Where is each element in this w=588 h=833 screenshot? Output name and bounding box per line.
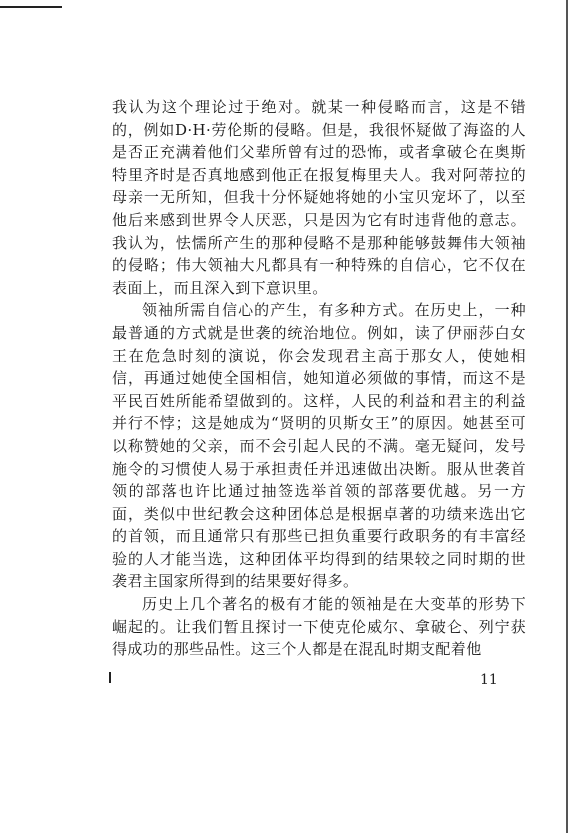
- paragraph-3: 历史上几个著名的极有才能的领袖是在大变革的形势下崛起的。让我们暂且探讨一下使克伦威尔、拿破仑、列宁获得成功的那些品性。这三个人都是在混乱时期支配着他: [112, 595, 526, 659]
- paragraph-2: 领袖所需自信心的产生，有多种方式。在历史上，一种最普通的方式就是世袭的统治地位。例如，读了伊丽莎白女王在危急时刻的演说，你会发现君主高于那女人，使她相信，再通过她使全国相信，她知道必须做的事情，而这不是平民百姓所能希望做到的。这样，人民的利益和君主的利益并行不悖；这是她成为“贤明的贝斯女王”的原因。她甚至可以称赞她的父亲，而不会引起人民的不满。毫无疑问，发号施令的习惯使人易于承担责任并迅速做出决断。服从世袭首领的部落也许比通过抽签选举首领的部落要优越。另一方面，类似中世纪教会这种团体总是根据卓著的功绩来选出它的首领，而且通常只有那些已担负重要行政职务的有丰富经验的人才能当选，这种团体平均得到的结果较之同时期的世袭君主国家所得到的结果要好得多。: [112, 301, 526, 591]
- page-number: 11: [480, 672, 498, 688]
- scan-artifact-right-edge: [566, 0, 568, 833]
- scan-artifact-top: [0, 6, 62, 8]
- scan-artifact-left-mark: [109, 672, 111, 683]
- paragraph-1: 我认为这个理论过于绝对。就某一种侵略而言，这是不错的，例如D·H·劳伦斯的侵略。但是，我很怀疑做了海盗的人是否正充满着他们父辈所曾有过的恐怖，或者拿破仑在奥斯特里齐时是否真地感到他正在报复梅里夫人。我对阿蒂拉的母亲一无所知，但我十分怀疑她将她的小宝贝宠坏了，以至他后来感到世界令人厌恶，只是因为它有时违背他的意志。我认为，怯懦所产生的那种侵略不是那种能够鼓舞伟大领袖的侵略；伟大领袖大凡都具有一种特殊的自信心，它不仅在表面上，而且深入到下意识里。: [112, 98, 526, 297]
- body-text: [112, 96, 526, 661]
